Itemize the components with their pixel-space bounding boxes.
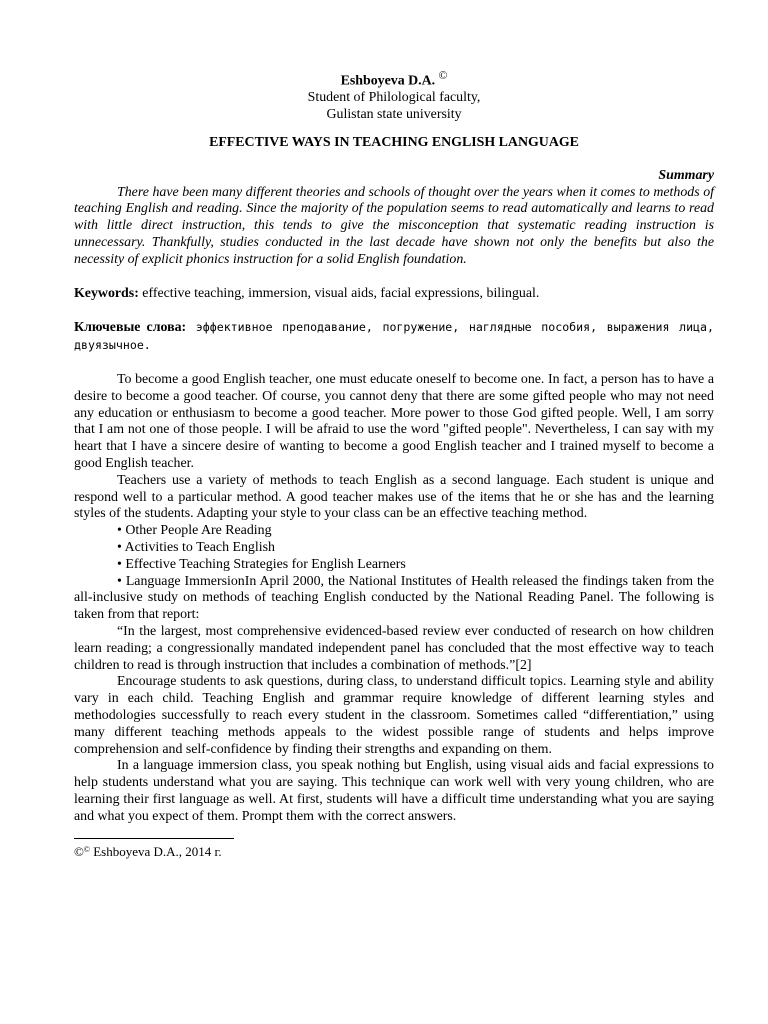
author-line	[74, 68, 714, 90]
quote-paragraph: “In the largest, most comprehensive evidenced-based review ever conducted of research on how children learn reading; a congressionally mandated independent panel has concluded that the most effective way to teach children to read is through instruction that includes a combination of methods.”[2]	[74, 623, 714, 673]
body-paragraph: Teachers use a variety of methods to teach English as a second language. Each student is unique and respond well to a particular method. A good teacher makes use of the items that he or she has and the learning styles of the students. Adapting your style to your class can be an effective teaching method.	[74, 472, 714, 522]
summary-text: There have been many different theories and schools of thought over the years when it comes to methods of teaching English and reading. Since the majority of the population seems to read automatically and learns to read with little direct instruction, this tends to give the misconception that systematic reading instruction is unnecessary. Thankfully, studies conducted in the last decade have shown not only the benefits but also the necessity of explicit phonics instruction for a solid English foundation.	[74, 184, 714, 267]
bullet-item: • Other People Are Reading	[117, 523, 272, 539]
document-page	[74, 60, 714, 860]
bullet-item: • Activities to Teach English	[117, 539, 275, 555]
bullet-item: • Language ImmersionIn April 2000, the National Institutes of Health released the findings taken from the all-inclusive study on methods of teaching English conducted by the National Reading Panel. The following is taken from that report:	[74, 573, 714, 623]
body-paragraph: In a language immersion class, you speak nothing but English, using visual aids and facial expressions to help students understand what you are saying. This technique can work well with very young children, who are learning their first language as well. At first, students will have a difficult time understanding what you are saying and what you expect of them. Prompt them with the correct answers.	[74, 758, 714, 824]
summary-label: Summary	[658, 167, 714, 183]
author-name: Eshboyeva D.A.	[340, 73, 436, 89]
footnote	[74, 842, 714, 861]
author-block	[74, 68, 714, 124]
affiliation-university: Gulistan state university	[326, 107, 462, 123]
bullet-item: • Effective Teaching Strategies for English Learners	[117, 556, 406, 572]
author-copyright-mark: ©	[438, 69, 448, 82]
keywords-ru-line	[74, 319, 714, 355]
footnote-divider	[74, 838, 234, 839]
paper-title: EFFECTIVE WAYS IN TEACHING ENGLISH LANGUAGE	[209, 135, 579, 151]
footnote-text: Eshboyeva D.A., 2014 г.	[89, 843, 222, 859]
body-paragraph: Encourage students to ask questions, during class, to understand difficult topics. Learning style and ability vary in each child. Teaching English and grammar require knowledge of different learning styles and methodologies successfully to reach every student in the classroom. Sometimes called “differentiation,” using many different teaching methods appeals to the widest possible range of students and helps improve comprehension and self-confidence by finding their strengths and expanding on them.	[74, 674, 714, 757]
affiliation-faculty: Student of Philological faculty,	[307, 90, 481, 106]
keywords-ru-label: Ключевые слова:	[74, 320, 187, 336]
body-text	[74, 372, 714, 826]
keywords-ru-text: эффективное преподавание, погружение, наглядные пособия, выражения лица, двуязычное.	[74, 320, 714, 353]
keywords-line	[74, 286, 714, 303]
body-paragraph: To become a good English teacher, one must educate oneself to become one. In fact, a person has to have a desire to become a good teacher. Of course, you cannot deny that there are some gifted people who may not need any education or enthusiasm to become a good teacher. More power to those God gifted people. Well, I am sorry that I am not one of those people. I will be afraid to use the word "gifted people". Nevertheless, I can say with my heart that I have a sincere desire of wanting to become a good English teacher and I trained myself to become a good English teacher.	[74, 371, 714, 471]
keywords-label: Keywords:	[74, 285, 139, 301]
footnote-superscript: ©	[83, 844, 90, 854]
footnote-copyright-mark: ©	[74, 843, 84, 859]
keywords-text: effective teaching, immersion, visual aids, facial expressions, bilingual.	[138, 285, 540, 301]
